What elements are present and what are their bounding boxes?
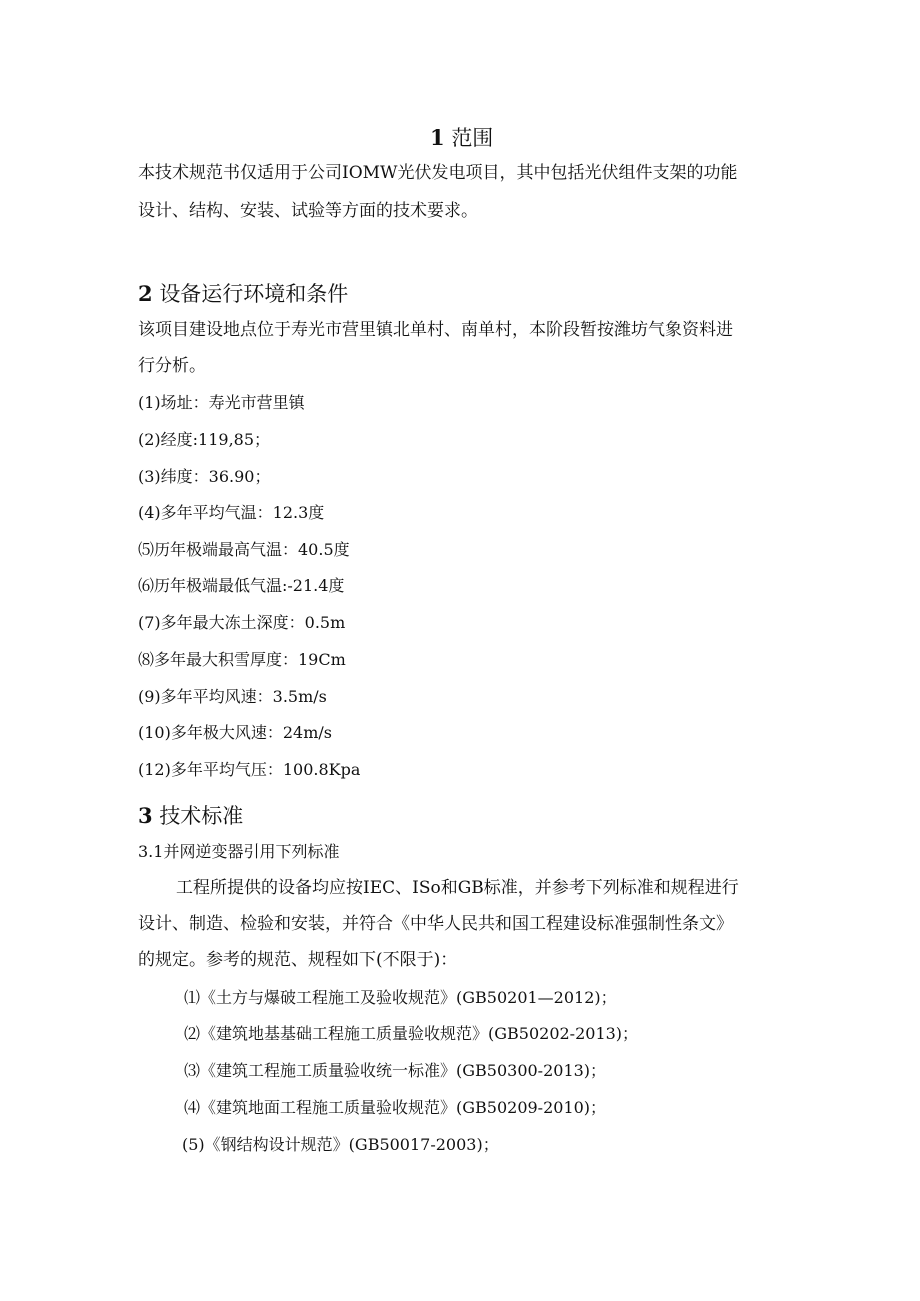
condition-item: (12)多年平均气压：100.8Kpa (138, 760, 361, 779)
section-3-1-subheading: 3.1并网逆变器引用下列标准 (138, 842, 340, 861)
standard-item: ⑴《土方与爆破工程施工及验收规范》(GB50201—2012)； (184, 988, 617, 1007)
section-2-number: 2 (138, 281, 153, 306)
standard-item: (5)《钢结构设计规范》(GB50017-2003)； (182, 1135, 499, 1154)
section-2-paragraph-line-1: 该项目建设地点位于寿光市营里镇北单村、南单村，本阶段暂按潍坊气象资料进 (138, 320, 733, 340)
section-2-heading (138, 281, 348, 307)
condition-item: (7)多年最大冻土深度：0.5m (138, 613, 346, 632)
standard-item: ⑷《建筑地面工程施工质量验收规范》(GB50209-2010)； (184, 1098, 607, 1117)
condition-item: ⑻多年最大积雪厚度：19Cm (138, 650, 346, 669)
section-1-paragraph-line-2: 设计、结构、安装、试验等方面的技术要求。 (138, 201, 478, 221)
condition-item: (4)多年平均气温：12.3度 (138, 503, 325, 522)
condition-item: ⑹历年极端最低气温:-21.4度 (138, 576, 345, 595)
section-1-paragraph-line-1: 本技术规范书仅适用于公司IOMW光伏发电项目，其中包括光伏组件支架的功能 (138, 163, 738, 183)
section-1-number: 1 (430, 125, 445, 150)
section-2-title: 设备运行环境和条件 (159, 282, 349, 306)
standard-item: ⑶《建筑工程施工质量验收统一标准》(GB50300-2013)； (184, 1061, 607, 1080)
condition-item: ⑸历年极端最高气温：40.5度 (138, 540, 350, 559)
section-3-paragraph-line-1: 工程所提供的设备均应按IEC、ISo和GB标准，并参考下列标准和规程进行 (176, 878, 739, 898)
standard-item: ⑵《建筑地基基础工程施工质量验收规范》(GB50202-2013)； (184, 1024, 639, 1043)
section-3-heading (138, 803, 243, 829)
condition-item: (1)场址：寿光市营里镇 (138, 393, 305, 412)
section-3-title: 技术标准 (159, 804, 244, 828)
section-3-paragraph-line-3: 的规定。参考的规范、规程如下(不限于)： (138, 950, 458, 970)
section-3-paragraph-line-2: 设计、制造、检验和安装，并符合《中华人民共和国工程建设标准强制性条文》 (138, 914, 733, 934)
condition-item: (3)纬度：36.90； (138, 467, 271, 486)
section-1-title: 范围 (451, 126, 494, 150)
condition-item: (9)多年平均风速：3.5m/s (138, 687, 327, 706)
condition-item: (2)经度:119,85； (138, 430, 271, 449)
section-1-heading (430, 125, 493, 151)
section-3-number: 3 (138, 803, 153, 828)
section-2-paragraph-line-2: 行分析。 (138, 356, 206, 376)
condition-item: (10)多年极大风速：24m∕s (138, 723, 332, 742)
